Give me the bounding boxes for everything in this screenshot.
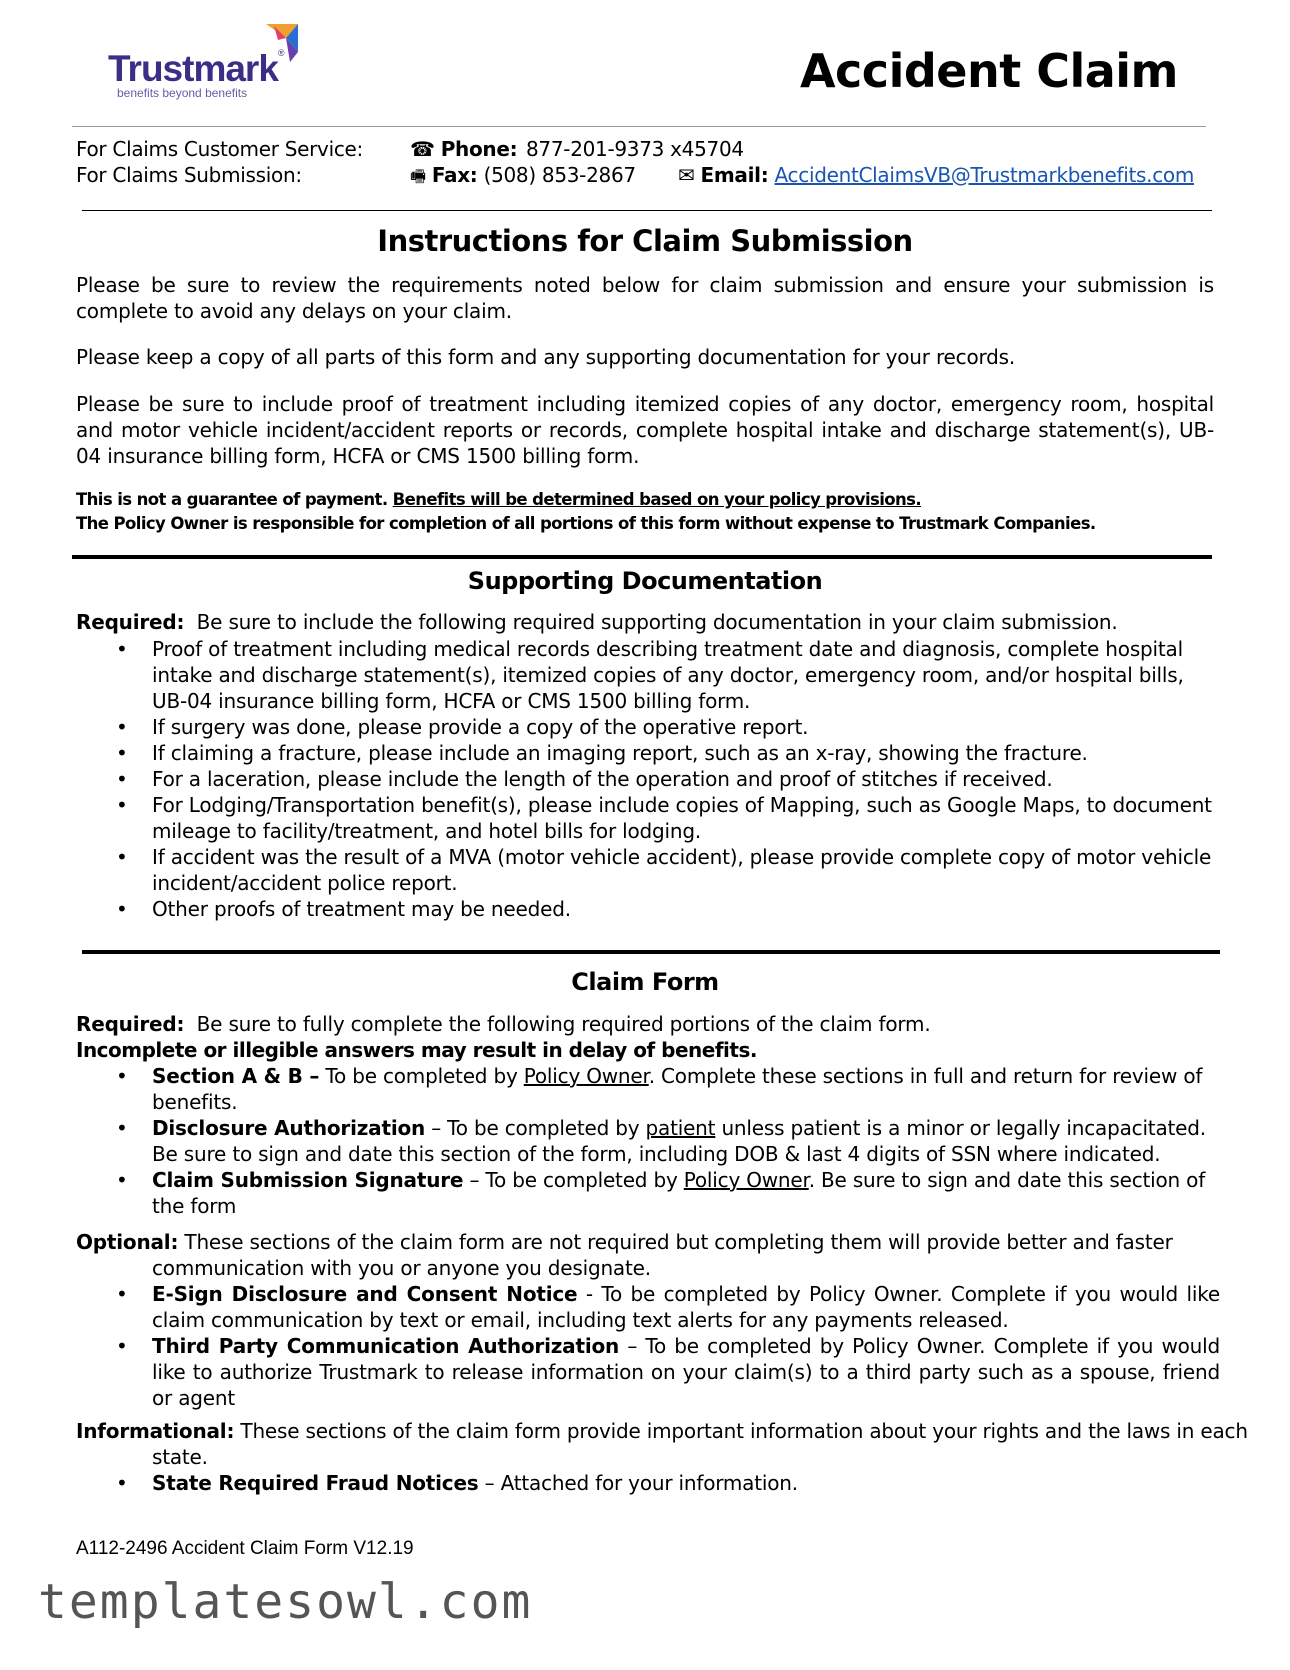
claims-submission-label: For Claims Submission: [76, 163, 302, 187]
list-item: • If claiming a fracture, please include an imaging report, such as an x-ray, showing the fracture. [76, 740, 1220, 766]
envelope-icon: ✉ [678, 163, 695, 187]
supporting-required-line: Required: Be sure to include the following required supporting documentation in your claim submission. [76, 610, 1118, 634]
optional-sections-intro: Optional: These sections of the claim form are not required but completing them will provide better and faster communication with you or anyone you designate. [76, 1230, 1173, 1280]
optional-sections-list [76, 1281, 1220, 1411]
instructions-heading: Instructions for Claim Submission [377, 224, 913, 258]
list-item: • Section A & B – To be completed by Policy Owner. Complete these sections in full and return for review of benefits. [76, 1063, 1220, 1115]
phone-number: 877-201-9373 x45704 [526, 137, 744, 161]
fax-number: (508) 853-2867 [483, 163, 636, 187]
phone-icon: ☎ [410, 137, 435, 161]
email-label: Email: [700, 163, 769, 187]
section-divider-1 [72, 555, 1212, 559]
fax-label: Fax: [431, 163, 478, 187]
list-item: • Proof of treatment including medical records describing treatment date and diagnosis, complete hospital intake and discharge statement(s), itemized copies of any doctor, emergency room, and/or hospital bills, UB-04 insurance billing form, HCFA or CMS 1500 billing form. [76, 636, 1220, 714]
list-item: • If surgery was done, please provide a copy of the operative report. [76, 714, 1220, 740]
logo-tagline: benefits beyond benefits [117, 86, 248, 100]
list-item: • For Lodging/Transportation benefit(s), please include copies of Mapping, such as Google Maps, to document mileage to facility/treatment, and hotel bills for lodging. [76, 792, 1220, 844]
instructions-paragraph-3: Please be sure to include proof of treatment including itemized copies of any doctor, emergency room, hospital and motor vehicle incident/accident reports or records, complete hospital intake and discharge statement(s), UB-04 insurance billing form, HCFA or CMS 1500 billing form. [76, 392, 1214, 468]
claims-service-label: For Claims Customer Service: [76, 137, 363, 161]
list-item: • E-Sign Disclosure and Consent Notice - To be completed by Policy Owner. Complete if you would like claim communication by text or email, including text alerts for any payments released. [76, 1281, 1220, 1333]
phone-label: Phone: [440, 137, 518, 161]
list-item: • If accident was the result of a MVA (motor vehicle accident), please provide complete copy of motor vehicle incident/accident police report. [76, 844, 1220, 896]
claim-form-heading: Claim Form [571, 968, 719, 996]
email-contact [678, 163, 1194, 187]
incomplete-answers-note: Incomplete or illegible answers may result in delay of benefits. [76, 1038, 757, 1062]
claim-required-line: Required: Be sure to fully complete the following required portions of the claim form. [76, 1012, 931, 1036]
trustmark-logo [108, 22, 298, 102]
instructions-paragraph-1: Please be sure to review the requirements noted below for claim submission and ensure your submission is complete to avoid any delays on your claim. [76, 273, 1214, 323]
list-item: • Claim Submission Signature – To be completed by Policy Owner. Be sure to sign and date this section of the form [76, 1167, 1220, 1219]
fax-icon: 🖷 [410, 167, 426, 187]
payment-guarantee-note: This is not a guarantee of payment. Benefits will be determined based on your policy provisions. [76, 490, 922, 509]
list-item: • State Required Fraud Notices – Attached for your information. [76, 1470, 1220, 1496]
list-item: • For a laceration, please include the length of the operation and proof of stitches if received. [76, 766, 1220, 792]
header-divider [72, 126, 1206, 127]
required-sections-list [76, 1063, 1220, 1219]
supporting-documentation-heading: Supporting Documentation [467, 567, 823, 595]
supporting-documentation-list [76, 636, 1220, 922]
email-link[interactable]: AccidentClaimsVB@Trustmarkbenefits.com [774, 163, 1195, 187]
list-item: • Disclosure Authorization – To be completed by patient unless patient is a minor or legally incapacitated. Be sure to sign and date this section of the form, including DOB & last 4 digits of SSN where indicated. [76, 1115, 1220, 1167]
form-code: A112-2496 Accident Claim Form V12.19 [76, 1538, 414, 1559]
list-item: • Other proofs of treatment may be needed. [76, 896, 1220, 922]
informational-sections-list [76, 1470, 1220, 1496]
site-watermark: templatesowl.com [38, 1574, 533, 1630]
section-divider-2 [82, 950, 1220, 954]
policy-owner-responsibility-note: The Policy Owner is responsible for completion of all portions of this form without expense to Trustmark Companies. [76, 514, 1096, 533]
list-item: • Third Party Communication Authorization – To be completed by Policy Owner. Complete if you would like to authorize Trustmark to release information on your claim(s) to a third party such as a spouse, friend or agent [76, 1333, 1220, 1411]
contact-divider [82, 210, 1212, 211]
logo-wordmark: Trustmark® [108, 48, 284, 89]
instructions-paragraph-2: Please keep a copy of all parts of this form and any supporting documentation for your records. [76, 345, 1016, 369]
informational-sections-intro: Informational: These sections of the claim form provide important information about your rights and the laws in each state. [76, 1419, 1248, 1469]
document-title: Accident Claim [799, 44, 1178, 98]
fax-contact [410, 163, 636, 193]
phone-contact [410, 137, 517, 161]
